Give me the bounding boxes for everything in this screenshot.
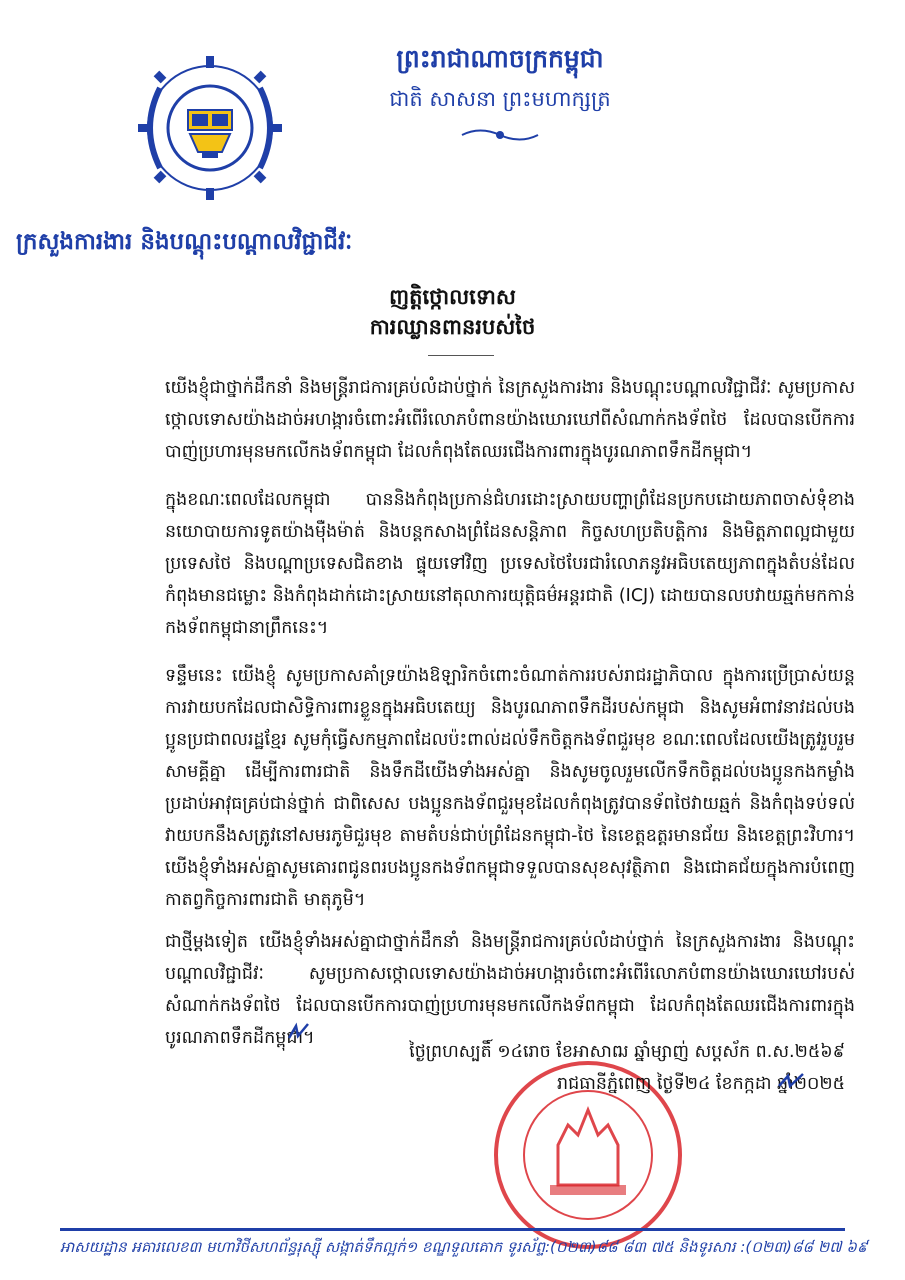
ministry-name: ក្រសួងការងារ និងបណ្តុះបណ្តាលវិជ្ជាជីវៈ — [16, 229, 353, 255]
document-subtitle: ការឈ្លានពានរបស់ថៃ — [369, 315, 536, 339]
lunar-date: ថ្ងៃព្រហស្បតិ៍ ១៤រោច ខែអាសាឍ ឆ្នាំម្សាញ់ សប្តស័ក ព.ស.២៥៦៩ — [409, 1042, 845, 1062]
ministry-logo — [130, 48, 290, 208]
footer-address: អាសយដ្ឋាន អគារលេខ៣ មហាវិថីសហព័ន្ធរុស្ស៊ី សង្កាត់ទឹកល្អក់១ ខណ្ឌទួលគោក ទូរស័ព្ទ:(០២៣)៨៨ ៨៣ ៧៥ និងទូរសារ :(០២៣)៨៨ ២៧ ៦៩ — [60, 1238, 868, 1256]
kingdom-heading: ព្រះរាជាណាចក្រកម្ពុជា — [396, 44, 604, 73]
initial-mark-2 — [776, 1070, 806, 1092]
document-title: ញត្តិថ្កោលទោស — [389, 285, 516, 309]
solar-date: រាជធានីភ្នំពេញ ថ្ងៃទី២៤ ខែកក្កដា ឆ្នាំ២០២៥ — [557, 1074, 845, 1094]
national-motto: ជាតិ សាសនា ព្រះមហាក្សត្រ — [389, 87, 611, 111]
title-divider — [428, 355, 494, 356]
footer-divider — [60, 1228, 845, 1231]
paragraph-3: ទន្ទឹមនេះ យើងខ្ញុំ សូមប្រកាសគាំទ្រយ៉ាងឱឡារិកចំពោះចំណាត់ការរបស់រាជរដ្ឋាភិបាល ក្នុងការប្រើប្រាស់យន្តការវាយបកដែលជាសិទ្ធិការពារខ្លួនក្នុងអធិបតេយ្យ និងបូរណភាពទឹកដីរបស់កម្ពុជា និងសូមអំពាវនាវដល់បងប្អូនប្រជាពលរដ្ឋខ្មែរ សូមកុំធ្វើសកម្មភាពដែលប៉ះពាល់ដល់ទឹកចិត្តកងទ័ពជួរមុខ ខណៈពេលដែលយើងត្រូវរួបរួមសាមគ្គីគ្នា ដើម្បីការពារជាតិ និងទឹកដីយើងទាំងអស់គ្នា និងសូមចូលរួមលើកទឹកចិត្តដល់បងប្អូនកងកម្លាំងប្រដាប់អាវុធគ្រប់ជាន់ថ្នាក់ ជាពិសេស បងប្អូនកងទ័ពជួរមុខដែលកំពុងត្រូវបានទ័ពថៃវាយឆ្មក់ និងកំពុងទប់ទល់វាយបកនឹងសត្រូវនៅសមរភូមិជួរមុខ តាមតំបន់ជាប់ព្រំដែនកម្ពុជា-ថៃ នៃខេត្តឧត្តរមានជ័យ និងខេត្តព្រះវិហារ។ យើងខ្ញុំទាំងអស់គ្នាសូមគោរពជូនពរបងប្អូនកងទ័ពកម្ពុជាទទួលបានសុខសុវត្ថិភាព និងជោគជ័យក្នុងការបំពេញកាតព្វកិច្ចការពារជាតិ មាតុភូមិ។ — [165, 666, 855, 910]
paragraph-4: ជាថ្មីម្តងទៀត យើងខ្ញុំទាំងអស់គ្នាជាថ្នាក់ដឹកនាំ និងមន្ត្រីរាជការគ្រប់លំដាប់ថ្នាក់ នៃក្រសួងការងារ និងបណ្តុះបណ្តាលវិជ្ជាជីវៈ សូមប្រកាសថ្កោលទោសយ៉ាងដាច់អហង្ការចំពោះអំពើរំលោភបំពានយ៉ាងឃោរឃៅរបស់សំណាក់កងទ័ពថៃ ដែលបានបើកការបាញ់ប្រហារមុនមកលើកងទ័ពកម្ពុជា ដែលកំពុងតែឈរជើងការពារក្នុងបូរណភាពទឹកដីកម្ពុជា។ — [165, 932, 855, 1048]
ornament-divider — [460, 124, 540, 146]
paragraph-2: ក្នុងខណៈពេលដែលកម្ពុជា បាននិងកំពុងប្រកាន់ជំហរដោះស្រាយបញ្ហាព្រំដែនប្រកបដោយភាពចាស់ទុំខាងនយោបាយការទូតយ៉ាងម៉ឺងម៉ាត់ និងបន្តកសាងព្រំដែនសន្តិភាព កិច្ចសហប្រតិបត្តិការ និងមិត្តភាពល្អជាមួយប្រទេសថៃ និងបណ្តាប្រទេសជិតខាង ផ្ទុយទៅវិញ ប្រទេសថៃបែរជារំលោភនូវអធិបតេយ្យភាពក្នុងតំបន់ដែលកំពុងមានជម្លោះ និងកំពុងដាក់ដោះស្រាយនៅតុលាការយុត្តិធម៌អន្តរជាតិ (ICJ) ដោយបានលបវាយឆ្មក់មកកាន់កងទ័ពកម្ពុជានាព្រឹកនេះ។ — [165, 490, 855, 638]
initial-mark-1 — [286, 1020, 312, 1044]
paragraph-1: យើងខ្ញុំជាថ្នាក់ដឹកនាំ និងមន្ត្រីរាជការគ្រប់លំដាប់ថ្នាក់ នៃក្រសួងការងារ និងបណ្តុះបណ្តាលវិជ្ជាជីវៈ សូមប្រកាសថ្កោលទោសយ៉ាងដាច់អហង្ការចំពោះអំពើរំលោភបំពានយ៉ាងឃោរឃៅពីសំណាក់កងទ័ពថៃ ដែលបានបើកការបាញ់ប្រហារមុនមកលើកងទ័ពកម្ពុជា ដែលកំពុងតែឈរជើងការពារក្នុងបូរណភាពទឹកដីកម្ពុជា។ — [165, 378, 855, 462]
